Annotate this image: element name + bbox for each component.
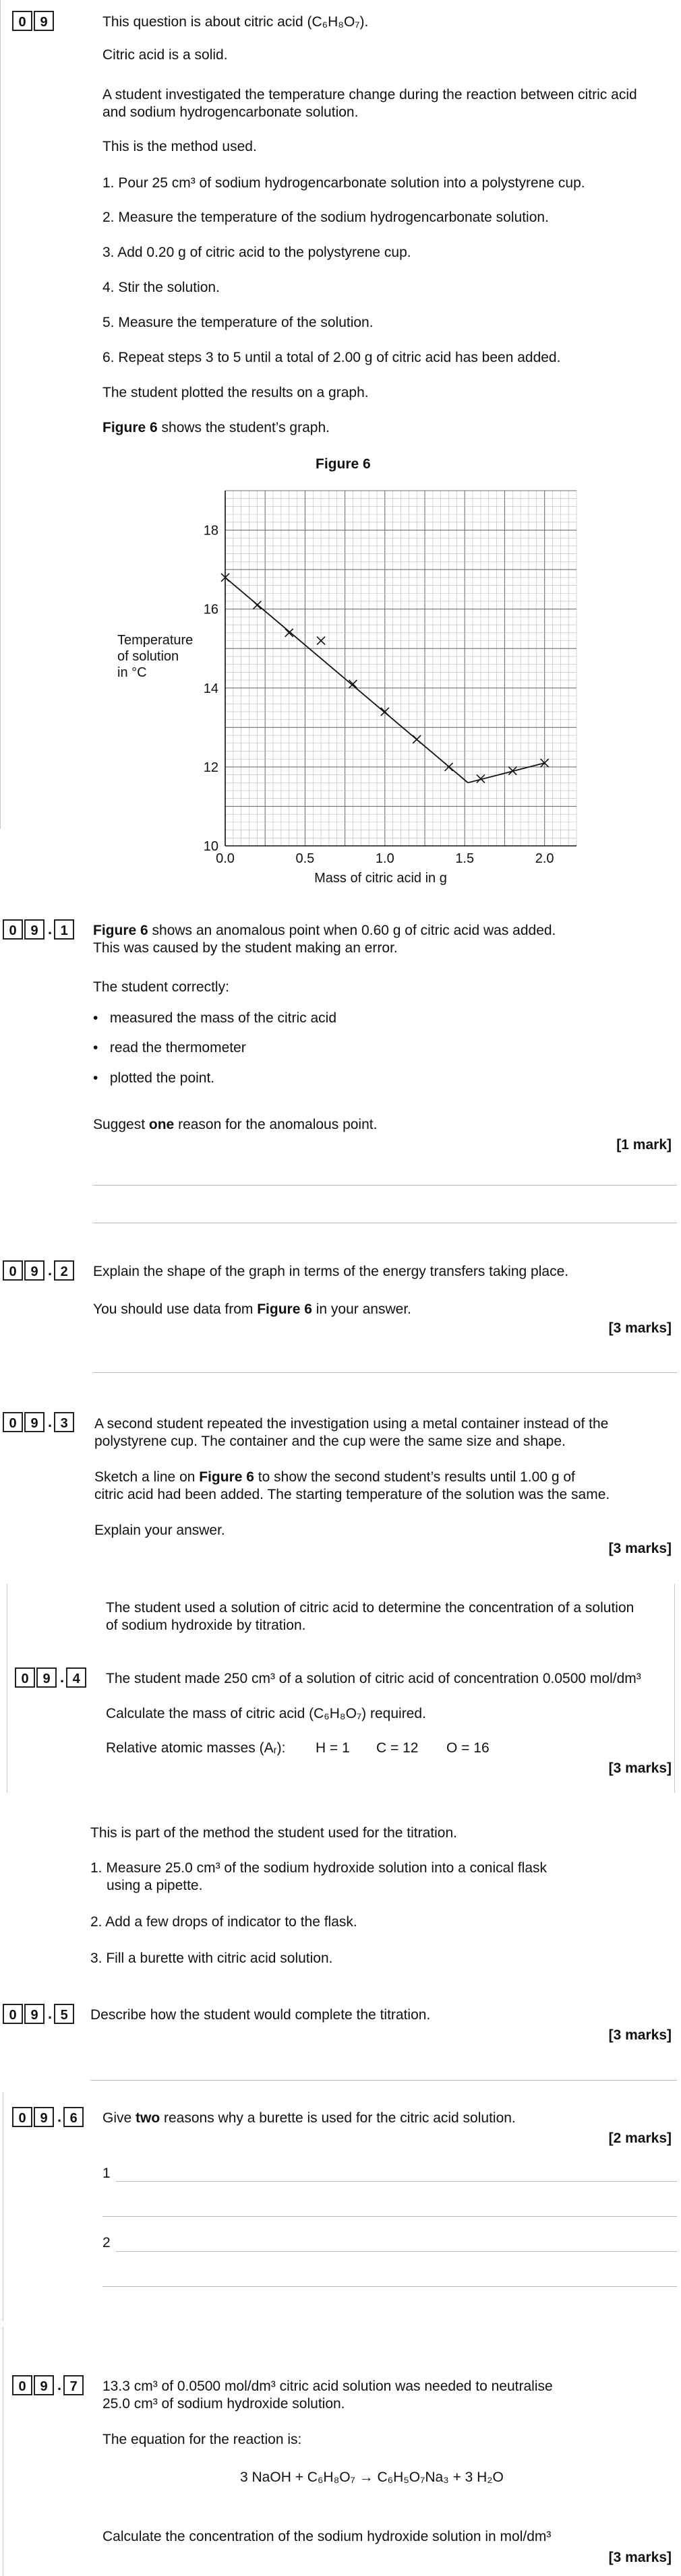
bullet-text: measured the mass of the citric acid (109, 1010, 337, 1026)
q094-context-2: of sodium hydroxide by titration. (106, 1618, 306, 1633)
question-number-09 (12, 11, 55, 31)
q091-line1-rest: shows an anomalous point when 0.60 g of citric acid was added. (148, 923, 556, 938)
qnum-digit: 9 (24, 1260, 45, 1281)
q09-plotted: The student plotted the results on a graph. (102, 385, 369, 400)
q092-line2-post: in your answer. (312, 1301, 411, 1317)
answer-line[interactable] (116, 2181, 677, 2182)
qnum-digit: 0 (15, 1667, 35, 1688)
q09-investigated-1: A student investigated the temperature change during the reaction between citric acid (102, 87, 637, 102)
q091-correctly: The student correctly: (93, 979, 229, 995)
qnum-digit: 0 (3, 919, 23, 940)
q09-investigated-2: and sodium hydrogencarbonate solution. (102, 104, 359, 120)
qnum-digit: 9 (36, 1667, 57, 1688)
q097-equation: 3 NaOH + C₆H₈O₇ → C₆H₅O₇Na₃ + 3 H₂O (240, 2470, 504, 2485)
q093-sketch-post: to show the second student’s results until 1.00 g of (254, 1469, 575, 1485)
qnum-digit: 9 (34, 2375, 54, 2395)
qnum-dot: . (60, 1669, 65, 1686)
x-tick-label: 1.5 (455, 851, 475, 866)
qnum-digit: 2 (54, 1260, 74, 1281)
q096-line-post: reasons why a burette is used for the citric acid solution. (160, 2110, 516, 2126)
q094-ram-o: O = 16 (446, 1740, 490, 1756)
titration-step-2: 2. Add a few drops of indicator to the flask. (90, 1914, 357, 1930)
q097-calc: Calculate the concentration of the sodium hydroxide solution in mol/dm³ (102, 2529, 552, 2544)
q094-ram-h: H = 1 (316, 1740, 350, 1756)
y-axis-label-line: of solution (117, 649, 179, 664)
q091-bullet-1: • measured the mass of the citric acid (93, 1010, 337, 1026)
qnum-dot: . (57, 2108, 62, 2125)
qnum-digit: 9 (24, 919, 45, 940)
q091-bullet-2: • read the thermometer (93, 1040, 246, 1055)
answer-line[interactable] (102, 2216, 677, 2217)
question-number-09-7 (12, 2375, 85, 2395)
qnum-dot: . (48, 1413, 53, 1430)
q092-line1: Explain the shape of the graph in terms of the energy transfers taking place. (93, 1264, 569, 1279)
question-number-09-6 (12, 2107, 85, 2127)
q091-line1 (93, 921, 556, 940)
x-tick-label: 2.0 (535, 851, 554, 866)
x-axis-label: Mass of citric acid in g (314, 871, 447, 886)
answer-line[interactable] (93, 1185, 677, 1186)
q096-marks: [2 marks] (608, 2130, 672, 2146)
method-step-1: 1. Pour 25 cm³ of sodium hydrogencarbonate solution into a polystyrene cup. (102, 175, 585, 191)
q093-sketch-bold: Figure 6 (199, 1469, 254, 1485)
question-number-09-5 (3, 2004, 76, 2024)
y-tick-label: 14 (203, 681, 218, 696)
question-number-09-3 (3, 1412, 76, 1432)
chart-labels (117, 524, 554, 886)
qnum-digit: 9 (34, 11, 54, 31)
q093-sketch-line2: citric acid had been added. The starting temperature of the solution was the same. (94, 1487, 610, 1502)
qnum-digit: 9 (24, 1412, 45, 1432)
q097-line1: 13.3 cm³ of 0.0500 mol/dm³ citric acid solution was needed to neutralise (102, 2379, 553, 2394)
y-tick-label: 12 (203, 760, 218, 775)
q091-line2: This was caused by the student making an error. (93, 940, 398, 956)
bullet-text: plotted the point. (109, 1070, 215, 1086)
question-number-09-1 (3, 919, 76, 940)
q092-line2-pre: You should use data from (93, 1301, 258, 1317)
figure-title: Figure 6 (316, 456, 371, 472)
bullet-text: read the thermometer (109, 1040, 246, 1055)
qnum-digit: 0 (12, 11, 32, 31)
q097-equation-intro: The equation for the reaction is: (102, 2432, 302, 2447)
answer-line[interactable] (116, 2251, 677, 2252)
q09-solid: Citric acid is a solid. (102, 47, 228, 63)
q097-line2: 25.0 cm³ of sodium hydroxide solution. (102, 2396, 345, 2412)
suggest-post: reason for the anomalous point. (174, 1117, 378, 1132)
q096-line-bold: two (136, 2110, 160, 2126)
x-tick-label: 1.0 (375, 851, 394, 866)
q093-marks: [3 marks] (608, 1541, 672, 1556)
q094-calc: Calculate the mass of citric acid (C₆H₈O₇) required. (106, 1706, 426, 1721)
titration-step-1b: using a pipette. (107, 1878, 203, 1893)
titration-step-3: 3. Fill a burette with citric acid solution. (90, 1951, 333, 1966)
qnum-digit: 5 (54, 2004, 74, 2024)
suggest-pre: Suggest (93, 1117, 149, 1132)
chart-grid (225, 491, 576, 846)
qnum-digit: 7 (63, 2375, 84, 2395)
answer-line[interactable] (90, 2080, 677, 2081)
q09-intro: This question is about citric acid (C₆H₈O₇). (102, 14, 369, 30)
q094-context-1: The student used a solution of citric acid to determine the concentration of a solution (106, 1600, 634, 1616)
y-axis-label-line: Temperature (117, 633, 194, 648)
answer-line[interactable] (102, 2286, 677, 2287)
x-tick-label: 0.0 (216, 851, 235, 866)
qnum-dot: . (48, 921, 53, 938)
qnum-dot: . (48, 1262, 53, 1279)
q093-sketch (94, 1468, 575, 1486)
q092-line2 (93, 1300, 411, 1318)
method-step-4: 4. Stir the solution. (102, 280, 220, 295)
qnum-digit: 0 (12, 2107, 32, 2127)
q096-line (102, 2109, 516, 2127)
q095-marks: [3 marks] (608, 2027, 672, 2043)
qnum-digit: 0 (3, 1260, 23, 1281)
qnum-digit: 6 (63, 2107, 84, 2127)
answer-line[interactable] (93, 1372, 677, 1373)
q093-line1: A second student repeated the investigation using a metal container instead of the (94, 1416, 609, 1432)
q094-made: The student made 250 cm³ of a solution of citric acid of concentration 0.0500 mol/dm³ (106, 1671, 641, 1686)
qnum-dot: . (48, 2005, 53, 2022)
q092-line2-bold: Figure 6 (257, 1301, 312, 1317)
q091-bullet-3: • plotted the point. (93, 1070, 215, 1086)
qnum-digit: 0 (3, 2004, 23, 2024)
figure-reference-rest: shows the student’s graph. (157, 420, 330, 435)
q094-marks: [3 marks] (608, 1760, 672, 1776)
method-step-3: 3. Add 0.20 g of citric acid to the polystyrene cup. (102, 245, 411, 260)
answer-label-2: 2 (102, 2235, 111, 2250)
y-tick-label: 10 (203, 839, 218, 854)
qnum-digit: 9 (34, 2107, 54, 2127)
qnum-digit: 3 (54, 1412, 74, 1432)
q091-suggest (93, 1115, 377, 1134)
q093-line2: polystyrene cup. The container and the cup were the same size and shape. (94, 1434, 566, 1449)
question-number-09-4 (15, 1667, 88, 1688)
y-tick-label: 16 (203, 602, 218, 617)
question-number-09-2 (3, 1260, 76, 1281)
q096-line-pre: Give (102, 2110, 136, 2126)
qnum-digit: 4 (66, 1667, 86, 1688)
q097-marks: [3 marks] (608, 2550, 672, 2565)
q091-marks: [1 mark] (616, 1137, 672, 1153)
q093-explain: Explain your answer. (94, 1523, 225, 1538)
titration-step-1a: 1. Measure 25.0 cm³ of the sodium hydroxide solution into a conical flask (90, 1860, 547, 1876)
q091-fig-bold: Figure 6 (93, 923, 148, 938)
method-step-5: 5. Measure the temperature of the solution. (102, 315, 374, 330)
q093-sketch-pre: Sketch a line on (94, 1469, 200, 1485)
answer-label-1: 1 (102, 2166, 111, 2181)
y-tick-label: 18 (203, 523, 218, 539)
qnum-digit: 9 (24, 2004, 45, 2024)
margin-rule (674, 1584, 675, 1793)
x-tick-label: 0.5 (295, 851, 315, 866)
qnum-digit: 0 (12, 2375, 32, 2395)
y-axis-label-line: in °C (117, 665, 147, 680)
figure-6-chart (0, 472, 681, 917)
qnum-digit: 1 (54, 919, 74, 940)
figure-reference-bold: Figure 6 (102, 420, 158, 435)
method-step-2: 2. Measure the temperature of the sodium hydrogencarbonate solution. (102, 210, 549, 225)
suggest-bold: one (148, 1117, 175, 1132)
method-step-6: 6. Repeat steps 3 to 5 until a total of 2.00 g of citric acid has been added. (102, 350, 561, 365)
titration-intro: This is part of the method the student used for the titration. (90, 1825, 457, 1841)
figure-reference (102, 419, 330, 437)
q094-ram-label: Relative atomic masses (Aᵣ): (106, 1740, 286, 1756)
qnum-digit: 0 (3, 1412, 23, 1432)
qnum-dot: . (57, 2376, 62, 2393)
q09-method-intro: This is the method used. (102, 139, 257, 154)
q094-ram-c: C = 12 (376, 1740, 419, 1756)
q092-marks: [3 marks] (608, 1320, 672, 1336)
q095-line1: Describe how the student would complete the titration. (90, 2007, 431, 2023)
